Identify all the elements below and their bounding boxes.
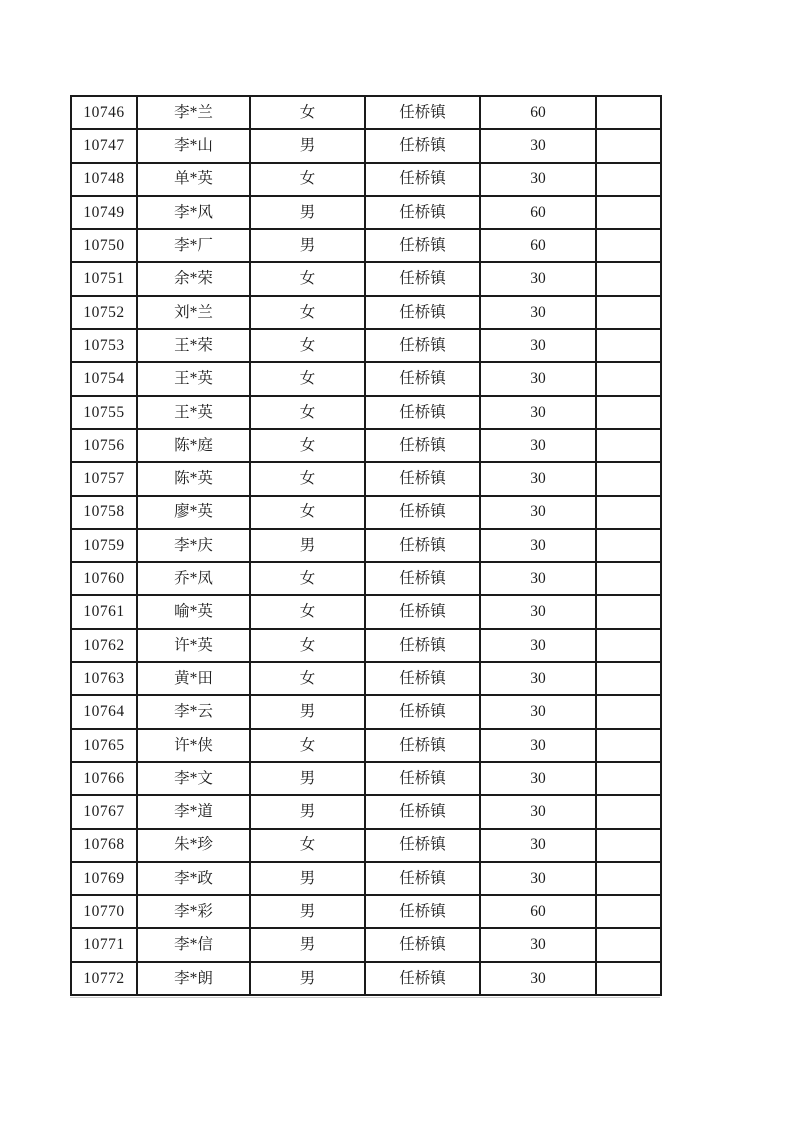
name-cell: 许*英 — [137, 629, 250, 662]
town-cell: 任桥镇 — [365, 462, 480, 495]
amount-cell: 60 — [480, 196, 596, 229]
table-row — [71, 829, 661, 862]
name-cell: 李*庆 — [137, 529, 250, 562]
serial-number-cell: 10763 — [71, 662, 137, 695]
town-cell: 任桥镇 — [365, 496, 480, 529]
table-row — [71, 163, 661, 196]
serial-number-cell: 10753 — [71, 329, 137, 362]
gender-cell: 女 — [250, 662, 365, 695]
serial-number-cell: 10765 — [71, 729, 137, 762]
amount-cell: 30 — [480, 396, 596, 429]
serial-number-cell: 10755 — [71, 396, 137, 429]
name-cell: 黄*田 — [137, 662, 250, 695]
town-cell: 任桥镇 — [365, 296, 480, 329]
name-cell: 廖*英 — [137, 496, 250, 529]
gender-cell: 女 — [250, 429, 365, 462]
remark-cell — [596, 962, 661, 995]
gender-cell: 男 — [250, 795, 365, 828]
amount-cell: 30 — [480, 296, 596, 329]
table-row — [71, 629, 661, 662]
table-row — [71, 795, 661, 828]
name-cell: 陈*英 — [137, 462, 250, 495]
serial-number-cell: 10770 — [71, 895, 137, 928]
amount-cell: 30 — [480, 562, 596, 595]
name-cell: 刘*兰 — [137, 296, 250, 329]
serial-number-cell: 10750 — [71, 229, 137, 262]
amount-cell: 30 — [480, 362, 596, 395]
amount-cell: 30 — [480, 795, 596, 828]
name-cell: 朱*珍 — [137, 829, 250, 862]
table-row — [71, 562, 661, 595]
gender-cell: 女 — [250, 629, 365, 662]
serial-number-cell: 10769 — [71, 862, 137, 895]
table-row — [71, 396, 661, 429]
table-row — [71, 196, 661, 229]
name-cell: 李*政 — [137, 862, 250, 895]
remark-cell — [596, 862, 661, 895]
remark-cell — [596, 595, 661, 628]
serial-number-cell: 10772 — [71, 962, 137, 995]
serial-number-cell: 10758 — [71, 496, 137, 529]
amount-cell: 30 — [480, 928, 596, 961]
name-cell: 李*文 — [137, 762, 250, 795]
gender-cell: 女 — [250, 729, 365, 762]
amount-cell: 30 — [480, 729, 596, 762]
table-row — [71, 496, 661, 529]
table-row — [71, 862, 661, 895]
serial-number-cell: 10747 — [71, 129, 137, 162]
remark-cell — [596, 762, 661, 795]
remark-cell — [596, 262, 661, 295]
amount-cell: 30 — [480, 163, 596, 196]
serial-number-cell: 10762 — [71, 629, 137, 662]
remark-cell — [596, 829, 661, 862]
town-cell: 任桥镇 — [365, 729, 480, 762]
gender-cell: 女 — [250, 829, 365, 862]
remark-cell — [596, 296, 661, 329]
remark-cell — [596, 629, 661, 662]
remark-cell — [596, 163, 661, 196]
remark-cell — [596, 662, 661, 695]
name-cell: 王*英 — [137, 396, 250, 429]
table-row — [71, 329, 661, 362]
serial-number-cell: 10771 — [71, 928, 137, 961]
serial-number-cell: 10766 — [71, 762, 137, 795]
gender-cell: 女 — [250, 362, 365, 395]
town-cell: 任桥镇 — [365, 329, 480, 362]
remark-cell — [596, 695, 661, 728]
remark-cell — [596, 329, 661, 362]
gender-cell: 男 — [250, 962, 365, 995]
serial-number-cell: 10764 — [71, 695, 137, 728]
town-cell: 任桥镇 — [365, 196, 480, 229]
serial-number-cell: 10767 — [71, 795, 137, 828]
amount-cell: 30 — [480, 962, 596, 995]
remark-cell — [596, 129, 661, 162]
table-row — [71, 729, 661, 762]
town-cell: 任桥镇 — [365, 429, 480, 462]
serial-number-cell: 10746 — [71, 96, 137, 129]
gender-cell: 女 — [250, 262, 365, 295]
name-cell: 李*厂 — [137, 229, 250, 262]
remark-cell — [596, 729, 661, 762]
serial-number-cell: 10748 — [71, 163, 137, 196]
table-row — [71, 529, 661, 562]
gender-cell: 男 — [250, 928, 365, 961]
gender-cell: 女 — [250, 396, 365, 429]
remark-cell — [596, 196, 661, 229]
amount-cell: 30 — [480, 595, 596, 628]
name-cell: 陈*庭 — [137, 429, 250, 462]
gender-cell: 男 — [250, 229, 365, 262]
remark-cell — [596, 496, 661, 529]
amount-cell: 30 — [480, 695, 596, 728]
gender-cell: 女 — [250, 163, 365, 196]
amount-cell: 30 — [480, 429, 596, 462]
gender-cell: 女 — [250, 462, 365, 495]
town-cell: 任桥镇 — [365, 362, 480, 395]
town-cell: 任桥镇 — [365, 262, 480, 295]
remark-cell — [596, 795, 661, 828]
serial-number-cell: 10751 — [71, 262, 137, 295]
gender-cell: 女 — [250, 96, 365, 129]
town-cell: 任桥镇 — [365, 928, 480, 961]
masked-names-table — [70, 95, 662, 996]
name-cell: 许*侠 — [137, 729, 250, 762]
name-cell: 余*荣 — [137, 262, 250, 295]
remark-cell — [596, 928, 661, 961]
serial-number-cell: 10754 — [71, 362, 137, 395]
serial-number-cell: 10760 — [71, 562, 137, 595]
serial-number-cell: 10752 — [71, 296, 137, 329]
gender-cell: 男 — [250, 129, 365, 162]
town-cell: 任桥镇 — [365, 962, 480, 995]
remark-cell — [596, 462, 661, 495]
amount-cell: 30 — [480, 529, 596, 562]
amount-cell: 30 — [480, 496, 596, 529]
name-cell: 王*英 — [137, 362, 250, 395]
town-cell: 任桥镇 — [365, 163, 480, 196]
remark-cell — [596, 362, 661, 395]
serial-number-cell: 10756 — [71, 429, 137, 462]
table-row — [71, 296, 661, 329]
remark-cell — [596, 562, 661, 595]
town-cell: 任桥镇 — [365, 396, 480, 429]
amount-cell: 30 — [480, 129, 596, 162]
gender-cell: 女 — [250, 329, 365, 362]
gender-cell: 男 — [250, 695, 365, 728]
name-cell: 王*荣 — [137, 329, 250, 362]
serial-number-cell: 10757 — [71, 462, 137, 495]
name-cell: 乔*凤 — [137, 562, 250, 595]
remark-cell — [596, 229, 661, 262]
table-row — [71, 129, 661, 162]
gender-cell: 女 — [250, 595, 365, 628]
table-row — [71, 895, 661, 928]
table-row — [71, 262, 661, 295]
serial-number-cell: 10749 — [71, 196, 137, 229]
table-body — [71, 96, 661, 995]
name-cell: 喻*英 — [137, 595, 250, 628]
name-cell: 李*云 — [137, 695, 250, 728]
amount-cell: 30 — [480, 862, 596, 895]
remark-cell — [596, 96, 661, 129]
table-row — [71, 362, 661, 395]
name-cell: 李*风 — [137, 196, 250, 229]
amount-cell: 30 — [480, 329, 596, 362]
table-row — [71, 462, 661, 495]
gender-cell: 男 — [250, 762, 365, 795]
gender-cell: 男 — [250, 862, 365, 895]
town-cell: 任桥镇 — [365, 862, 480, 895]
table-row — [71, 695, 661, 728]
table-row — [71, 229, 661, 262]
town-cell: 任桥镇 — [365, 662, 480, 695]
town-cell: 任桥镇 — [365, 129, 480, 162]
town-cell: 任桥镇 — [365, 695, 480, 728]
table-row — [71, 662, 661, 695]
town-cell: 任桥镇 — [365, 795, 480, 828]
amount-cell: 30 — [480, 762, 596, 795]
town-cell: 任桥镇 — [365, 895, 480, 928]
town-cell: 任桥镇 — [365, 829, 480, 862]
gender-cell: 女 — [250, 296, 365, 329]
name-cell: 李*朗 — [137, 962, 250, 995]
town-cell: 任桥镇 — [365, 529, 480, 562]
table-row — [71, 928, 661, 961]
remark-cell — [596, 895, 661, 928]
amount-cell: 30 — [480, 262, 596, 295]
table-row — [71, 595, 661, 628]
remark-cell — [596, 396, 661, 429]
table-row — [71, 962, 661, 995]
remark-cell — [596, 429, 661, 462]
table-row — [71, 762, 661, 795]
amount-cell: 30 — [480, 662, 596, 695]
name-cell: 李*信 — [137, 928, 250, 961]
gender-cell: 男 — [250, 529, 365, 562]
town-cell: 任桥镇 — [365, 229, 480, 262]
town-cell: 任桥镇 — [365, 562, 480, 595]
amount-cell: 30 — [480, 629, 596, 662]
town-cell: 任桥镇 — [365, 629, 480, 662]
serial-number-cell: 10761 — [71, 595, 137, 628]
name-cell: 单*英 — [137, 163, 250, 196]
amount-cell: 60 — [480, 229, 596, 262]
amount-cell: 60 — [480, 895, 596, 928]
gender-cell: 女 — [250, 496, 365, 529]
town-cell: 任桥镇 — [365, 96, 480, 129]
gender-cell: 男 — [250, 895, 365, 928]
table-row — [71, 96, 661, 129]
table-row — [71, 429, 661, 462]
town-cell: 任桥镇 — [365, 762, 480, 795]
name-cell: 李*道 — [137, 795, 250, 828]
name-cell: 李*彩 — [137, 895, 250, 928]
serial-number-cell: 10759 — [71, 529, 137, 562]
next-page-table-edge — [70, 997, 660, 998]
amount-cell: 60 — [480, 96, 596, 129]
name-cell: 李*山 — [137, 129, 250, 162]
gender-cell: 女 — [250, 562, 365, 595]
remark-cell — [596, 529, 661, 562]
serial-number-cell: 10768 — [71, 829, 137, 862]
town-cell: 任桥镇 — [365, 595, 480, 628]
amount-cell: 30 — [480, 829, 596, 862]
amount-cell: 30 — [480, 462, 596, 495]
gender-cell: 男 — [250, 196, 365, 229]
name-cell: 李*兰 — [137, 96, 250, 129]
